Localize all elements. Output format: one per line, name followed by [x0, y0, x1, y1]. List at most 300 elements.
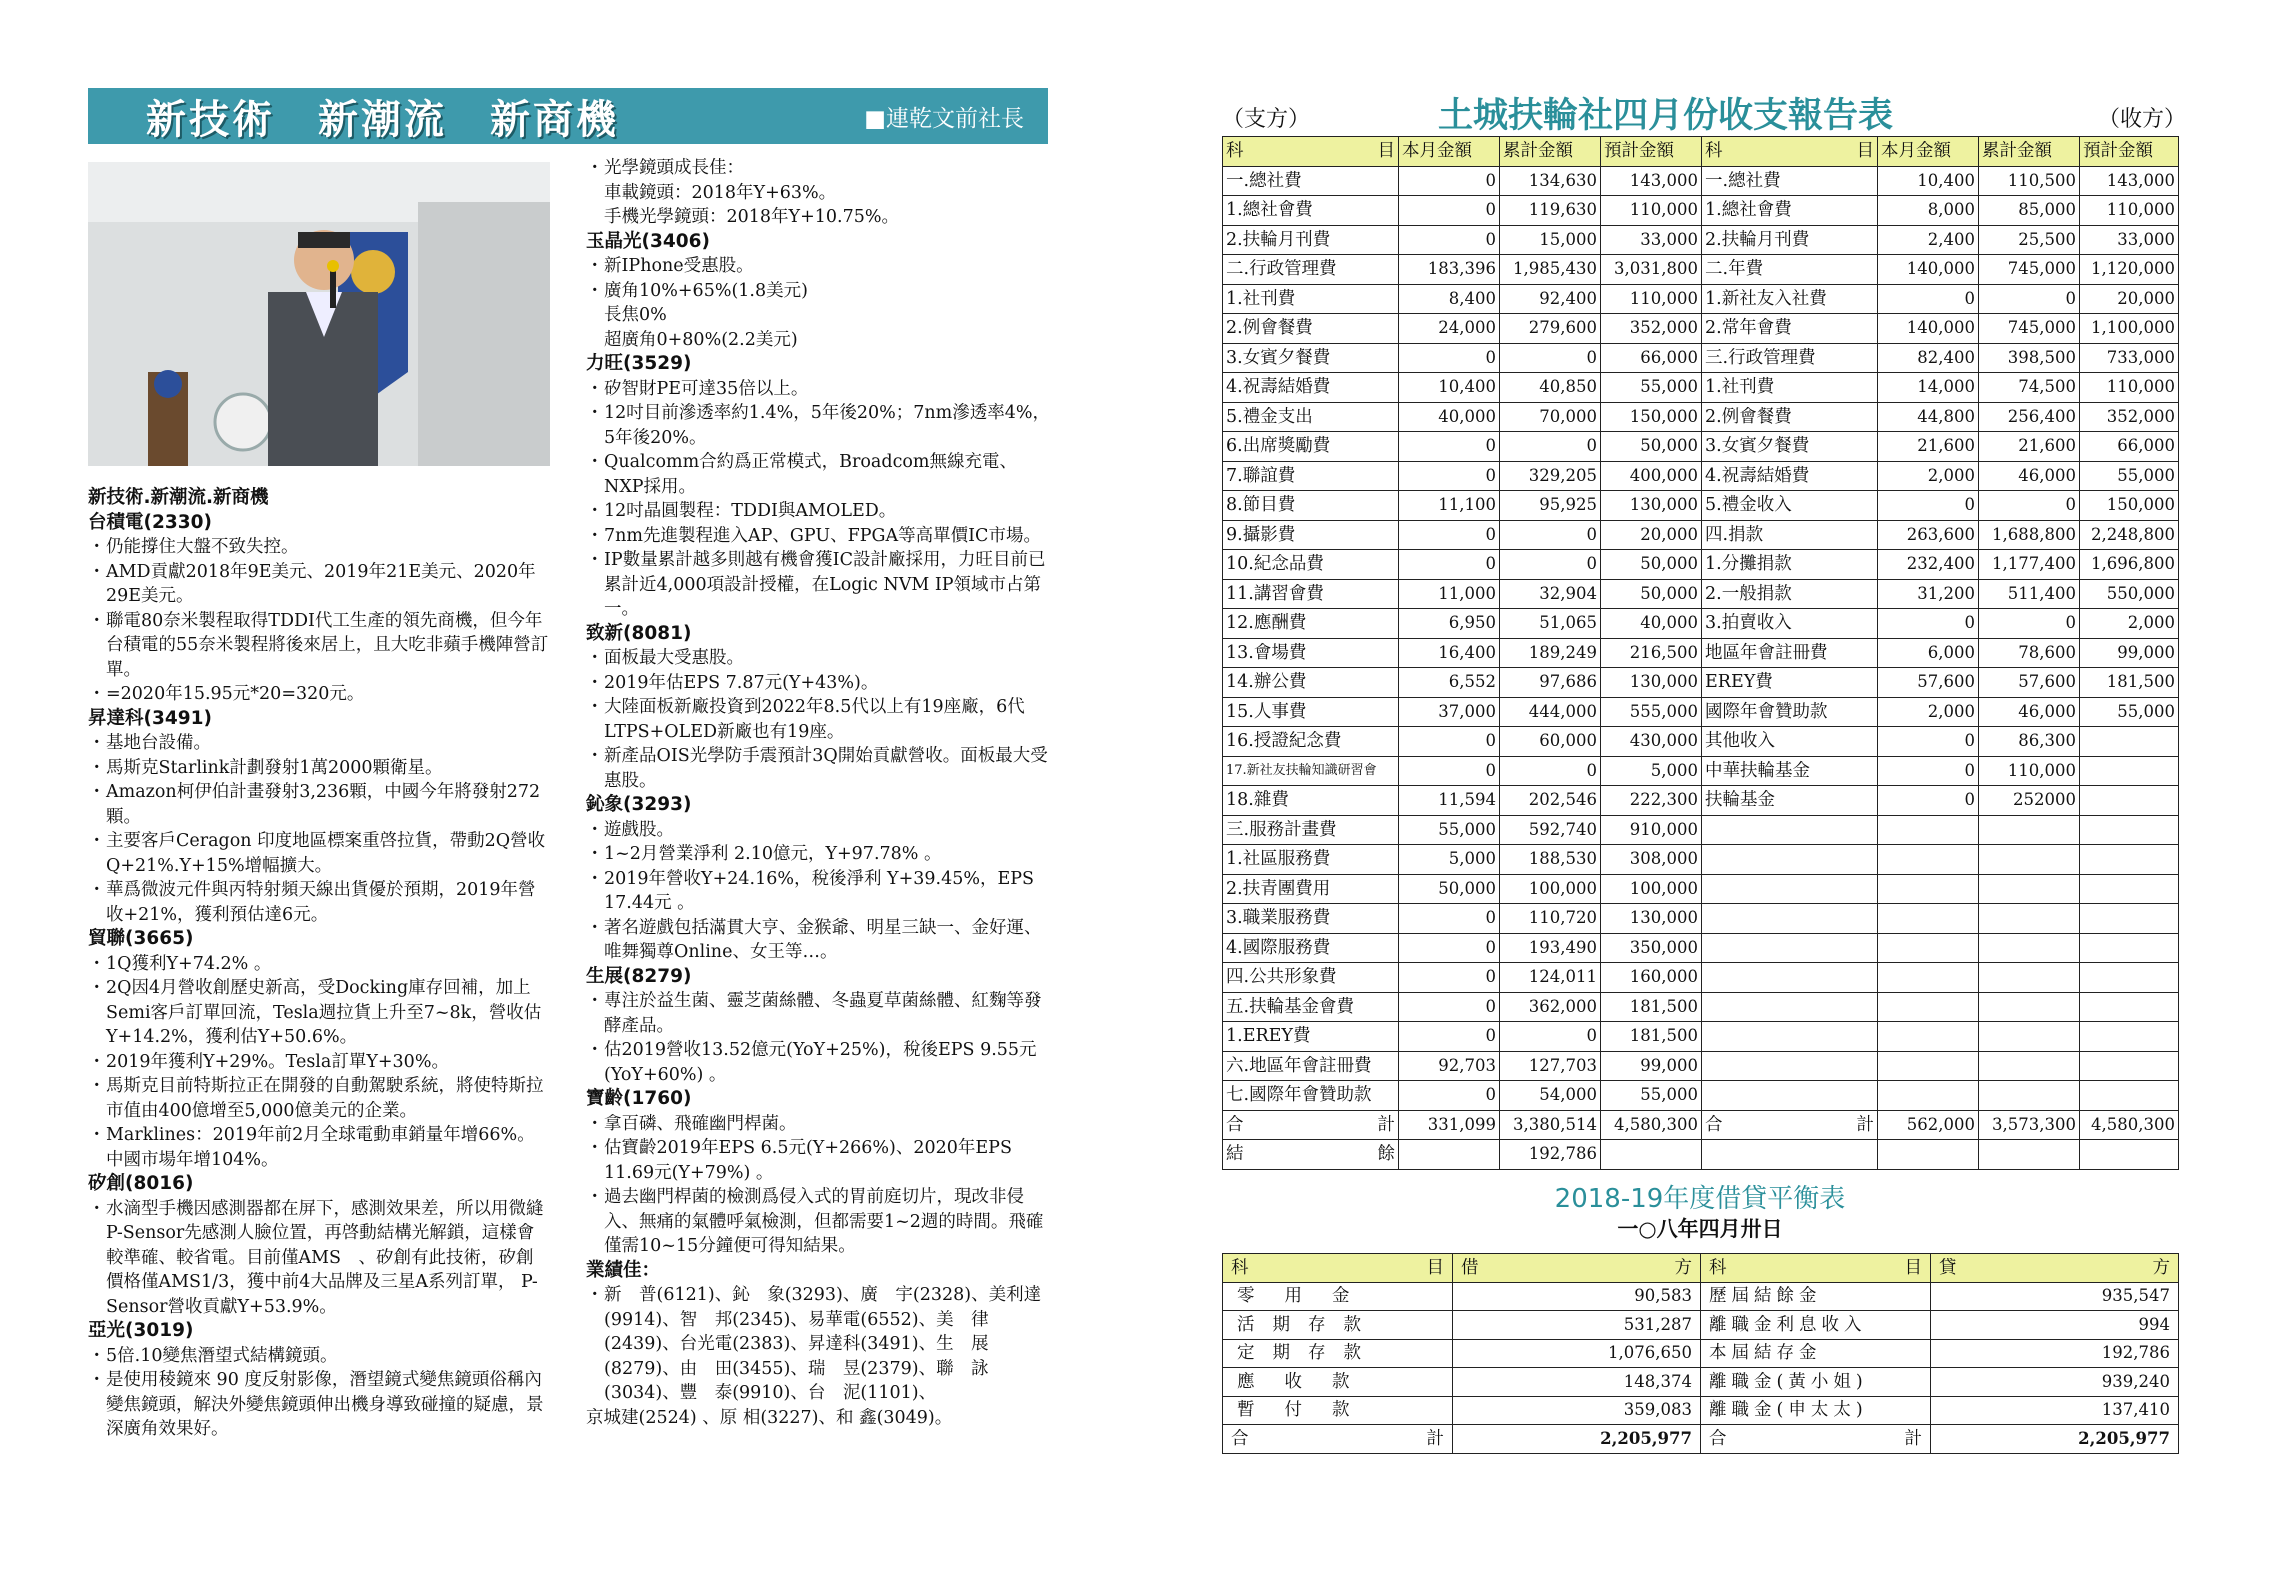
empty-cell	[1702, 1081, 1878, 1111]
expense-value: 0	[1399, 196, 1500, 226]
income-value: 0	[1979, 284, 2080, 314]
header-budget: 預計金額	[2080, 137, 2179, 167]
bullet-item: ・ 是使用稜鏡來 90 度反射影像，潛望鏡式變焦鏡頭俗稱內變焦鏡頭，解決外變焦鏡頭伸出機身導致碰撞的疑慮，景深廣角效果好。	[88, 1368, 550, 1442]
expense-item: 三.服務計畫費	[1223, 815, 1399, 845]
expense-value: 40,850	[1500, 373, 1601, 403]
table-row	[1223, 697, 2179, 727]
income-value: 46,000	[1979, 461, 2080, 491]
table-row	[1223, 1051, 2179, 1081]
expense-value: 0	[1500, 343, 1601, 373]
article-author: ■連乾文前社長	[864, 105, 1024, 132]
empty-cell	[1702, 1022, 1878, 1052]
income-item: 3.拍賣收入	[1702, 609, 1878, 639]
empty-cell	[1878, 874, 1979, 904]
empty-cell	[2080, 874, 2179, 904]
article-column-1	[88, 486, 550, 1442]
total-value: 3,573,300	[1979, 1110, 2080, 1140]
income-value: 1,100,000	[2080, 314, 2179, 344]
expense-item: 1.社區服務費	[1223, 845, 1399, 875]
income-value: 110,500	[1979, 166, 2080, 196]
expense-value: 50,000	[1601, 579, 1702, 609]
income-value: 2,000	[1878, 461, 1979, 491]
debit-item: 暫付款	[1223, 1396, 1453, 1425]
speaker-photo	[88, 162, 550, 466]
expense-value: 92,703	[1399, 1051, 1500, 1081]
expense-item: 六.地區年會註冊費	[1223, 1051, 1399, 1081]
expense-value: 37,000	[1399, 697, 1500, 727]
empty-cell	[2080, 992, 2179, 1022]
bullet-item: ・ 過去幽門桿菌的檢測爲侵入式的胃前庭切片，現改非侵入、無痛的氣體呼氣檢測，但都需要1~2週的時間。飛確僅需10~15分鐘便可得知結果。	[586, 1185, 1052, 1259]
expense-item: 12.應酬費	[1223, 609, 1399, 639]
expense-value: 0	[1399, 343, 1500, 373]
credit-item: 離職金(申太太)	[1701, 1396, 1931, 1425]
bullet-item: ・ 2019年估EPS 7.87元(Y+43%)。	[586, 671, 1052, 696]
empty-cell	[1979, 845, 2080, 875]
expense-value: 11,100	[1399, 491, 1500, 521]
income-value: 2,000	[2080, 609, 2179, 639]
income-item: 四.捐款	[1702, 520, 1878, 550]
income-value: 20,000	[2080, 284, 2179, 314]
income-value: 6,000	[1878, 638, 1979, 668]
table-row	[1223, 933, 2179, 963]
table-row	[1223, 166, 2179, 196]
income-item: 1.分攤捐款	[1702, 550, 1878, 580]
income-value: 1,177,400	[1979, 550, 2080, 580]
bullet-item: ・ 仍能撐住大盤不致失控。	[88, 535, 550, 560]
debit-item: 零用金	[1223, 1282, 1453, 1311]
expense-value: 127,703	[1500, 1051, 1601, 1081]
income-value	[2080, 786, 2179, 816]
expense-value: 51,065	[1500, 609, 1601, 639]
speaker-photo-illustration	[88, 162, 550, 466]
balance-total-label	[1223, 1425, 1453, 1454]
income-item: 國際年會贊助款	[1702, 697, 1878, 727]
expense-item: 8.節目費	[1223, 491, 1399, 521]
income-value: 2,000	[1878, 697, 1979, 727]
expense-value: 92,400	[1500, 284, 1601, 314]
income-item: 一.總社費	[1702, 166, 1878, 196]
empty-cell	[1601, 1140, 1702, 1170]
income-value: 33,000	[2080, 225, 2179, 255]
bullet-item: ・ AMD貢獻2018年9E美元、2019年21E美元、2020年29E美元。	[88, 560, 550, 609]
empty-cell	[1878, 963, 1979, 993]
header-month: 本月金額	[1878, 137, 1979, 167]
empty-cell	[1702, 815, 1878, 845]
table-row	[1223, 845, 2179, 875]
empty-cell	[1702, 933, 1878, 963]
balance-label	[1223, 1140, 1399, 1170]
expense-item: 7.聯誼費	[1223, 461, 1399, 491]
empty-cell	[1979, 933, 2080, 963]
expense-value: 216,500	[1601, 638, 1702, 668]
income-item: 其他收入	[1702, 727, 1878, 757]
income-value: 1,120,000	[2080, 255, 2179, 285]
expense-value: 0	[1399, 550, 1500, 580]
expense-item: 18.雜費	[1223, 786, 1399, 816]
expense-item: 七.國際年會贊助款	[1223, 1081, 1399, 1111]
income-value: 232,400	[1878, 550, 1979, 580]
income-value: 0	[1878, 786, 1979, 816]
expense-item: 6.出席獎勵費	[1223, 432, 1399, 462]
balance-total-label	[1701, 1425, 1931, 1454]
empty-cell	[1878, 992, 1979, 1022]
expense-value: 555,000	[1601, 697, 1702, 727]
empty-cell	[1979, 1081, 2080, 1111]
expense-value: 0	[1399, 727, 1500, 757]
empty-cell	[1878, 1022, 1979, 1052]
income-value: 256,400	[1979, 402, 2080, 432]
empty-cell	[1979, 992, 2080, 1022]
bullet-item: ・ 12吋晶圓製程：TDDI與AMOLED。	[586, 499, 1052, 524]
empty-cell	[1702, 1140, 1878, 1170]
expense-item: 五.扶輪基金會費	[1223, 992, 1399, 1022]
credit-item: 歷屆結餘金	[1701, 1282, 1931, 1311]
total-label-a: 合	[1705, 1114, 1723, 1135]
expense-item: 一.總社費	[1223, 166, 1399, 196]
income-value: 2,248,800	[2080, 520, 2179, 550]
expense-value: 11,000	[1399, 579, 1500, 609]
expense-value: 222,300	[1601, 786, 1702, 816]
table-row	[1223, 1081, 2179, 1111]
table-row	[1223, 255, 2179, 285]
balance-total-value: 2,205,977	[1931, 1425, 2179, 1454]
bullet-continuation: 車載鏡頭：2018年Y+63%。	[604, 182, 837, 203]
expense-value: 100,000	[1601, 874, 1702, 904]
table-row	[1223, 579, 2179, 609]
empty-cell	[1878, 815, 1979, 845]
stock-heading: 寶齡(1760)	[586, 1088, 692, 1109]
expense-value: 3,031,800	[1601, 255, 1702, 285]
income-value: 511,400	[1979, 579, 2080, 609]
expense-value: 54,000	[1500, 1081, 1601, 1111]
expense-value: 110,720	[1500, 904, 1601, 934]
expense-item: 15.人事費	[1223, 697, 1399, 727]
income-item: 二.年費	[1702, 255, 1878, 285]
income-value: 31,200	[1878, 579, 1979, 609]
bullet-item: ・ Qualcomm合約爲正常模式，Broadcom無線充電、NXP採用。	[586, 450, 1052, 499]
expense-item: 13.會場費	[1223, 638, 1399, 668]
table-row	[1223, 520, 2179, 550]
table-row	[1223, 491, 2179, 521]
expense-value: 16,400	[1399, 638, 1500, 668]
income-value: 140,000	[1878, 314, 1979, 344]
bullet-continuation: 手機光學鏡頭：2018年Y+10.75%。	[604, 207, 899, 227]
table-row	[1223, 1022, 2179, 1052]
income-value: 55,000	[2080, 461, 2179, 491]
empty-cell	[1878, 1081, 1979, 1111]
expense-value: 11,594	[1399, 786, 1500, 816]
expense-value: 160,000	[1601, 963, 1702, 993]
expense-value: 0	[1399, 1022, 1500, 1052]
income-item: 2.常年會費	[1702, 314, 1878, 344]
expense-value: 124,011	[1500, 963, 1601, 993]
debit-item: 活期存款	[1223, 1311, 1453, 1340]
bullet-item: ・ 著名遊戲包括滿貫大亨、金猴爺、明星三缺一、金好運、唯舞獨尊Online、女王等…。	[586, 916, 1052, 965]
expense-value: 352,000	[1601, 314, 1702, 344]
bullet-item: ・ 估寶齡2019年EPS 6.5元(Y+266%)、2020年EPS 11.69元(Y+79%) 。	[586, 1136, 1052, 1185]
income-item: 1.總社會費	[1702, 196, 1878, 226]
total-value: 331,099	[1399, 1110, 1500, 1140]
expense-value: 0	[1500, 550, 1601, 580]
income-value: 21,600	[1878, 432, 1979, 462]
article-column-2	[586, 156, 1052, 1430]
income-value: 352,000	[2080, 402, 2179, 432]
balance-sheet-title: 2018-19年度借貸平衡表	[1554, 1184, 1846, 1214]
expense-value: 183,396	[1399, 255, 1500, 285]
expense-item: 14.辦公費	[1223, 668, 1399, 698]
expense-value: 40,000	[1399, 402, 1500, 432]
total-label-a: 合	[1226, 1114, 1244, 1135]
table-row	[1223, 786, 2179, 816]
empty-cell	[1979, 815, 2080, 845]
credit-item: 本屆結存金	[1701, 1339, 1931, 1368]
article-intro: 新技術.新潮流.新商機	[88, 487, 269, 508]
income-value: 55,000	[2080, 697, 2179, 727]
empty-cell	[1878, 933, 1979, 963]
expense-value: 0	[1399, 225, 1500, 255]
income-value: 8,000	[1878, 196, 1979, 226]
income-value: 1,696,800	[2080, 550, 2179, 580]
expense-value: 202,546	[1500, 786, 1601, 816]
expense-value: 32,904	[1500, 579, 1601, 609]
income-value: 181,500	[2080, 668, 2179, 698]
expense-value: 55,000	[1601, 1081, 1702, 1111]
income-value	[2080, 756, 2179, 786]
table-row	[1223, 284, 2179, 314]
bullet-item: ・ Marklines：2019年前2月全球電動車銷量年增66%。中國市場年增104%。	[88, 1123, 550, 1172]
debit-value: 1,076,650	[1453, 1339, 1701, 1368]
expense-value: 0	[1399, 904, 1500, 934]
empty-cell	[2080, 1081, 2179, 1111]
income-value: 21,600	[1979, 432, 2080, 462]
expense-value: 0	[1399, 461, 1500, 491]
expense-item: 1.EREY費	[1223, 1022, 1399, 1052]
empty-cell	[2080, 845, 2179, 875]
income-value: 263,600	[1878, 520, 1979, 550]
expense-value: 188,530	[1500, 845, 1601, 875]
bullet-item: ・ 估2019營收13.52億元(YoY+25%)，稅後EPS 9.55元(YoY+60%) 。	[586, 1038, 1052, 1087]
bullet-item: ・ 5倍.10變焦潛望式結構鏡頭。	[88, 1344, 550, 1369]
table-header-row: 科 目 本月金額 累計金額 預計金額 科 目 本月金額 累計金額 預計金額	[1223, 137, 2179, 167]
bullet-item: ・ 水滴型手機因感測器都在屏下，感測效果差，所以用微縫P-Sensor先感測人臉位置，再啓動結構光解鎖，這樣會較準確、較省電。目前僅AMS 、矽創有此技術，矽創價格僅AMS1/3，獲中前4大品牌及三星A系列訂單， P-Sensor營收貢獻Y+53.9%。	[88, 1197, 550, 1320]
bullet-item: ・ 12吋目前滲透率約1.4%，5年後20%；7nm滲透率4%，5年後20%。	[586, 401, 1052, 450]
table-row	[1223, 638, 2179, 668]
credit-value: 137,410	[1931, 1396, 2179, 1425]
header-cumulative: 累計金額	[1500, 137, 1601, 167]
expense-value: 193,490	[1500, 933, 1601, 963]
table-row	[1223, 992, 2179, 1022]
balance-header-row: 科 目 借 方 科 目 貸 方	[1223, 1254, 2179, 1283]
income-value: 150,000	[2080, 491, 2179, 521]
table-row	[1223, 904, 2179, 934]
balance-total-value: 2,205,977	[1453, 1425, 1701, 1454]
income-value: 0	[1878, 756, 1979, 786]
expense-value: 6,552	[1399, 668, 1500, 698]
expense-value: 0	[1500, 520, 1601, 550]
bullet-item: ・ 矽智財PE可達35倍以上。	[586, 377, 1052, 402]
header-cumulative: 累計金額	[1979, 137, 2080, 167]
empty-cell	[1979, 904, 2080, 934]
table-row	[1223, 550, 2179, 580]
income-value: 2,400	[1878, 225, 1979, 255]
bullet-continuation: 超廣角0+80%(2.2美元)	[604, 329, 798, 350]
expense-value: 329,205	[1500, 461, 1601, 491]
balance-total-label-b: 計	[1426, 1428, 1444, 1449]
income-value: 733,000	[2080, 343, 2179, 373]
bullet-item: ・ 主要客戶Ceragon 印度地區標案重啓拉貨，帶動2Q營收Q+21%.Y+15%增幅擴大。	[88, 829, 550, 878]
bullet-item: ・ 光學鏡頭成長佳：	[586, 156, 1052, 181]
expense-value: 130,000	[1601, 491, 1702, 521]
income-value: 0	[1979, 491, 2080, 521]
bullet-item: ・ 1Q獲利Y+74.2% 。	[88, 952, 550, 977]
expense-value: 592,740	[1500, 815, 1601, 845]
bullet-item: ・ =2020年15.95元*20=320元。	[88, 682, 550, 707]
expense-item: 1.社刊費	[1223, 284, 1399, 314]
expense-value: 0	[1399, 963, 1500, 993]
table-row	[1223, 402, 2179, 432]
expense-value: 430,000	[1601, 727, 1702, 757]
bullet-item: ・ 1~2月營業淨利 2.10億元，Y+97.78% 。	[586, 842, 1052, 867]
income-value: 110,000	[2080, 196, 2179, 226]
expense-value: 55,000	[1601, 373, 1702, 403]
income-value: 0	[1878, 284, 1979, 314]
expense-value: 55,000	[1399, 815, 1500, 845]
stock-heading: 生展(8279)	[586, 965, 692, 987]
table-row	[1223, 609, 2179, 639]
bullet-item: ・ 拿百磷、飛確幽門桿菌。	[586, 1112, 1052, 1137]
stock-heading: 致新(8081)	[586, 622, 692, 644]
bullet-item: ・ 基地台設備。	[88, 731, 550, 756]
expense-value: 60,000	[1500, 727, 1601, 757]
balance-sheet-row	[1223, 1282, 2179, 1311]
expense-item: 5.禮金支出	[1223, 402, 1399, 432]
income-expense-table	[1222, 136, 2179, 1170]
expense-value: 279,600	[1500, 314, 1601, 344]
expense-value: 24,000	[1399, 314, 1500, 344]
expense-value: 150,000	[1601, 402, 1702, 432]
expense-value: 40,000	[1601, 609, 1702, 639]
report-page	[1218, 88, 2186, 1449]
total-label	[1702, 1110, 1878, 1140]
income-item: 1.新社友入社費	[1702, 284, 1878, 314]
stock-heading: 昇達科(3491)	[88, 707, 212, 729]
total-value: 562,000	[1878, 1110, 1979, 1140]
expense-value: 119,630	[1500, 196, 1601, 226]
expense-value: 0	[1399, 933, 1500, 963]
income-value: 14,000	[1878, 373, 1979, 403]
table-row	[1223, 196, 2179, 226]
income-value: 78,600	[1979, 638, 2080, 668]
expense-value: 444,000	[1500, 697, 1601, 727]
bullet-item: ・ 2019年獲利Y+29%。Tesla訂單Y+30%。	[88, 1050, 550, 1075]
income-value: 110,000	[1979, 756, 2080, 786]
report-header	[1218, 88, 2186, 138]
expense-value: 130,000	[1601, 668, 1702, 698]
expense-value: 50,000	[1601, 432, 1702, 462]
expense-value: 400,000	[1601, 461, 1702, 491]
total-value: 4,580,300	[2080, 1110, 2179, 1140]
income-item: 3.女賓夕餐費	[1702, 432, 1878, 462]
expense-value: 66,000	[1601, 343, 1702, 373]
bullet-item: ・ 新IPhone受惠股。	[586, 254, 1052, 279]
table-row	[1223, 432, 2179, 462]
expense-value: 33,000	[1601, 225, 1702, 255]
income-item: 三.行政管理費	[1702, 343, 1878, 373]
expense-item: 9.攝影費	[1223, 520, 1399, 550]
bullet-item: ・ 廣角10%+65%(1.8美元)	[586, 279, 1052, 304]
total-value: 4,580,300	[1601, 1110, 1702, 1140]
table-row	[1223, 756, 2179, 786]
stock-heading: 台積電(2330)	[88, 511, 212, 533]
expense-item: 2.例會餐費	[1223, 314, 1399, 344]
bullet-item: ・ 7nm先進製程進入AP、GPU、FPGA等高單價IC市場。	[586, 524, 1052, 549]
bullet-item: ・ 馬斯克目前特斯拉正在開發的自動駕駛系統，將使特斯拉市值由400億增至5,000億美元的企業。	[88, 1074, 550, 1123]
balance-sheet-date: 一○八年四月卅日	[1617, 1217, 1783, 1241]
expense-value: 362,000	[1500, 992, 1601, 1022]
table-row	[1223, 225, 2179, 255]
income-value: 0	[1878, 609, 1979, 639]
empty-cell	[2080, 1022, 2179, 1052]
expense-value: 95,925	[1500, 491, 1601, 521]
expense-value: 100,000	[1500, 874, 1601, 904]
balance-value: 192,786	[1500, 1140, 1601, 1170]
expense-item: 11.講習會費	[1223, 579, 1399, 609]
bullet-item: ・ 面板最大受惠股。	[586, 646, 1052, 671]
bullet-item: ・ 遊戲股。	[586, 818, 1052, 843]
credit-item: 離職金利息收入	[1701, 1311, 1931, 1340]
total-label-b: 計	[1856, 1114, 1874, 1135]
balance-sheet-row	[1223, 1339, 2179, 1368]
expense-value: 0	[1399, 520, 1500, 550]
income-value: 143,000	[2080, 166, 2179, 196]
stock-heading: 鈊象(3293)	[586, 794, 692, 815]
balance-total-label-b: 計	[1904, 1428, 1922, 1449]
income-value: 1,688,800	[1979, 520, 2080, 550]
expense-value: 143,000	[1601, 166, 1702, 196]
table-row	[1223, 343, 2179, 373]
expense-item: 16.授證紀念費	[1223, 727, 1399, 757]
empty-cell	[2080, 1140, 2179, 1170]
income-value: 57,600	[1979, 668, 2080, 698]
income-value: 550,000	[2080, 579, 2179, 609]
income-item: 2.一般捐款	[1702, 579, 1878, 609]
bullet-item: ・ 聯電80奈米製程取得TDDI代工生產的領先商機，但今年台積電的55奈米製程將後來居上，且大吃非蘋手機陣營訂單。	[88, 609, 550, 683]
income-value: 745,000	[1979, 314, 2080, 344]
debit-item: 定期存款	[1223, 1339, 1453, 1368]
header-month: 本月金額	[1399, 137, 1500, 167]
expense-value: 1,985,430	[1500, 255, 1601, 285]
credit-value: 192,786	[1931, 1339, 2179, 1368]
expense-item: 2.扶輪月刊費	[1223, 225, 1399, 255]
debit-value: 148,374	[1453, 1368, 1701, 1397]
income-item: 地區年會註冊費	[1702, 638, 1878, 668]
empty-cell	[1702, 1051, 1878, 1081]
expense-item: 4.祝壽結婚費	[1223, 373, 1399, 403]
expense-value: 70,000	[1500, 402, 1601, 432]
stock-heading: 亞光(3019)	[88, 1320, 194, 1341]
income-value: 10,400	[1878, 166, 1979, 196]
empty-cell	[2080, 963, 2179, 993]
empty-cell	[1878, 904, 1979, 934]
expense-item: 1.總社會費	[1223, 196, 1399, 226]
expense-value: 181,500	[1601, 992, 1702, 1022]
stock-heading: 矽創(8016)	[88, 1173, 194, 1194]
report-title: 土城扶輪社四月份收支報告表	[1438, 96, 1894, 136]
stock-heading: 貿聯(3665)	[88, 928, 194, 949]
income-item: EREY費	[1702, 668, 1878, 698]
bullet-continuation: 長焦0%	[604, 305, 667, 325]
expense-item: 3.女賓夕餐費	[1223, 343, 1399, 373]
